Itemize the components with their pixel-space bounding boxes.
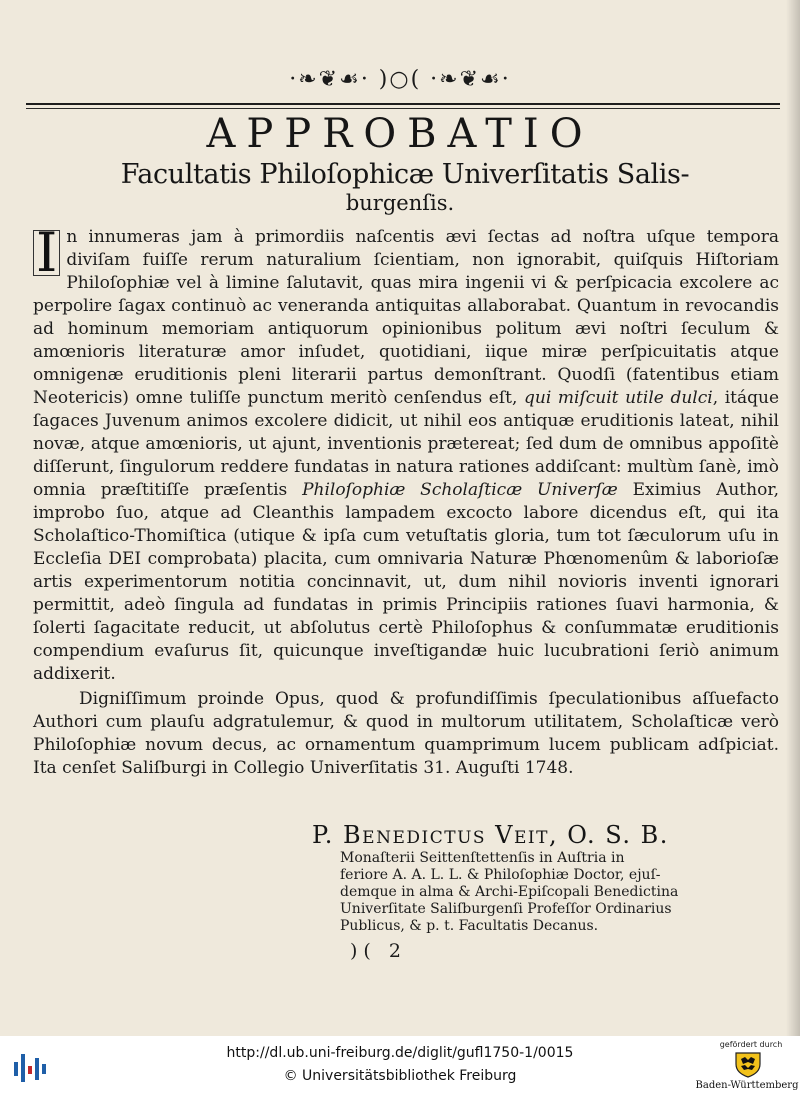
document-url-link[interactable]: http://dl.ub.uni-freiburg.de/diglit/gufl1750-1/0015 bbox=[226, 1045, 574, 1061]
approbation-text bbox=[33, 221, 780, 780]
page-subtitle: Facultatis Philoſophicæ Univerſitatis Salis- bbox=[120, 159, 690, 190]
header-ornament: ·❧❦☙· )○( ·❧❦☙· bbox=[289, 66, 511, 92]
header-rule bbox=[26, 103, 780, 105]
paragraph-1-part-b: , itáque ſagaces Juvenum animos excolere didicit, ut nihil eos antiquæ eruditionis lateat, nihil novæ, atque amœnioris, ut ajunt, inventionis prætereat; ſed dum de omnibus appoſitè diſſerunt, ſingulorum reddere fundatas in natura rationes addiſcant: multùm ſanè, imò omnia præſtitiſſe præſentis bbox=[33, 388, 780, 500]
signatory-line: demque in alma & Archi-Epiſcopali Benedictina bbox=[340, 884, 679, 900]
paragraph-2: Digniſſimum proinde Opus, quod & profundiſſimis ſpeculationibus aſſuefacto Authori cum plauſu adgratulemur, & quod in multorum utilitatem, Scholaſticæ verò Philoſophiæ novum decus, ac ornamentum quamprimum lucem publicam adſpiciat. Ita cenſet Saliſburgi in Collegio Univerſitatis 31. Auguſti 1748. bbox=[33, 689, 779, 778]
baden-wuerttemberg-crest-icon bbox=[733, 1050, 763, 1078]
page-title: APPROBATIO bbox=[206, 111, 594, 157]
paragraph-1-part-c: Eximius Author, improbo ſuo, atque ad Cleanthis lampadem excocto labore dicendus eſt, qui ita Scholaſtico-Thomiſtica (utique & ipſa cum vetuſtatis gloria, tum tot ſæculorum uſu in Eccleſia DEI comprobata) placita, cum omnivaria Naturæ Phœnomenûm & laborioſæ artis experimentorum notitia concinnavit, ut, dum nihil novioris inventi ignorari permittit, adeò ſingula ad fundatas in primis Principiis rationes ſuavi harmonia, & ſolerti ſagacitate reducit, ut abſolutus certè Philoſophus & conſummatæ eruditionis compendium evaſurus ſit, quicunque inveſtigandæ huic lucubrationi ſeriò animum addixerit. bbox=[33, 480, 779, 684]
paragraph-1-part-a: n innumeras jam à primordiis naſcentis ævi ſectas ad noſtra uſque tempora diviſam fuiſſe rerum naturalium ſcientiam, non ignorabit, quiſquis Hiſtoriam Philoſophiæ vel à limine ſalutavit, quas mira ingenii vi & perſpicacia excolere ac perpolire ſagax continuò ac veneranda antiquitas allaborabat. Quantum in revocandis ad hominum memoriam antiquorum opinionibus politum ævi noſtri ſeculum & amœnioris literaturæ amor inſudet, quotidiani, iique miræ perſpicuitatis atque omnigenæ eruditionis pleni literarii partus demonſtrant. Quodſi (fatentibus etiam Neotericis) omne tuliſſe punctum meritò cenſendus eſt, bbox=[33, 227, 779, 408]
funded-by-label: gefördert durch bbox=[719, 1040, 783, 1049]
page-number: )( 2 bbox=[350, 940, 407, 962]
paragraph-1-quote: qui miſcuit utile dulci bbox=[524, 388, 713, 408]
signatory-line: feriore A. A. L. L. & Philoſophiæ Doctor, ejuſ- bbox=[340, 867, 661, 883]
signatory-line: Univerſitate Saliſburgenſi Profeſſor Ordinarius bbox=[340, 901, 672, 917]
drop-cap: I bbox=[33, 230, 60, 276]
header-rule-thin bbox=[26, 108, 780, 109]
paragraph-1-book-title: Philoſophiæ Scholaſticæ Univerſæ bbox=[302, 480, 618, 500]
signatory-line: Monaſterii Seittenſtettenſis in Auſtria in bbox=[340, 850, 625, 866]
funder-name: Baden-Württemberg bbox=[695, 1080, 799, 1091]
viewer-footer bbox=[0, 1036, 800, 1094]
page-subtitle-continued: burgenſis. bbox=[345, 191, 455, 215]
signatory-titles bbox=[340, 850, 780, 935]
copyright-notice: © Universitätsbibliothek Freiburg bbox=[283, 1068, 517, 1084]
signatory-line: Publicus, & p. t. Facultatis Decanus. bbox=[340, 918, 599, 934]
signatory-name: P. Benedictus Veit, O. S. B. bbox=[312, 821, 669, 849]
